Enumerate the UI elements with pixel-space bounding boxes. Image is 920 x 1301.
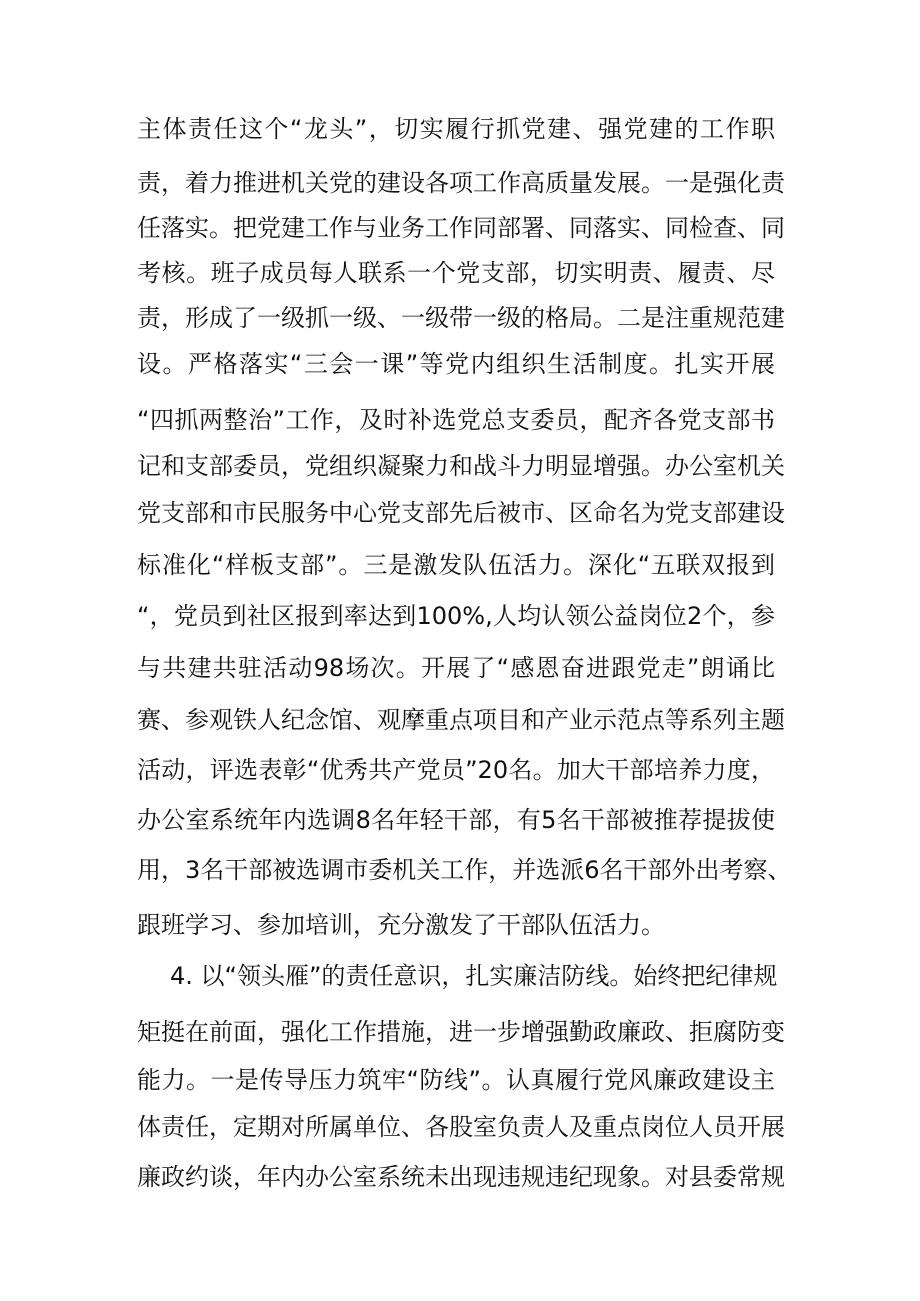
- text-line: 记和支部委员，党组织凝聚力和战斗力明显增强。办公室机关: [137, 452, 785, 480]
- text-line: 标准化“样板支部”。三是激发队伍活力。深化“五联双报到: [137, 551, 775, 579]
- text-line: 4. 以“领头雁”的责任意识，扎实廉洁防线。始终把纪律规: [170, 962, 778, 990]
- text-line: 体责任，定期对所属单位、各股室负责人及重点岗位人员开展: [137, 1113, 785, 1141]
- text-line: 责，着力推进机关党的建设各项工作高质量发展。一是强化责: [137, 169, 785, 197]
- text-line: 办公室系统年内选调8名年轻干部，有5名干部被推荐提拔使: [137, 806, 775, 834]
- text-line: “，党员到社区报到率达到100%,人均认领公益岗位2个，参: [137, 602, 775, 630]
- text-line: 设。严格落实“三会一课”等党内组织生活制度。扎实开展: [137, 350, 775, 378]
- text-line: 跟班学习、参加培训，充分激发了干部队伍活力。: [137, 911, 665, 939]
- text-line: 活动，评选表彰“优秀共产党员”20名。加大干部培养力度，: [137, 756, 775, 784]
- text-line: 主体责任这个“龙头”，切实履行抓党建、强党建的工作职: [137, 115, 775, 143]
- text-line: 赛、参观铁人纪念馆、观摩重点项目和产业示范点等系列主题: [137, 706, 785, 734]
- text-line: “四抓两整治”工作，及时补选党总支委员，配齐各党支部书: [137, 406, 775, 434]
- text-line: 能力。一是传导压力筑牢“防线”。认真履行党风廉政建设主: [137, 1066, 775, 1094]
- text-line: 责，形成了一级抓一级、一级带一级的格局。二是注重规范建: [137, 304, 785, 332]
- text-line: 考核。班子成员每人联系一个党支部，切实明责、履责、尽: [137, 259, 775, 287]
- text-line: 用，3名干部被选调市委机关工作，并选派6名干部外出考察、: [137, 856, 792, 884]
- text-line: 廉政约谈，年内办公室系统未出现违规违纪现象。对县委常规: [137, 1163, 785, 1191]
- text-line: 与共建共驻活动98场次。开展了“感恩奋进跟党走”朗诵比: [137, 654, 775, 682]
- text-line: 党支部和市民服务中心党支部先后被市、区命名为党支部建设: [137, 499, 785, 527]
- text-line: 矩挺在前面，强化工作措施，进一步增强勤政廉政、拒腐防变: [137, 1018, 785, 1046]
- text-line: 任落实。把党建工作与业务工作同部署、同落实、同检查、同: [137, 214, 785, 242]
